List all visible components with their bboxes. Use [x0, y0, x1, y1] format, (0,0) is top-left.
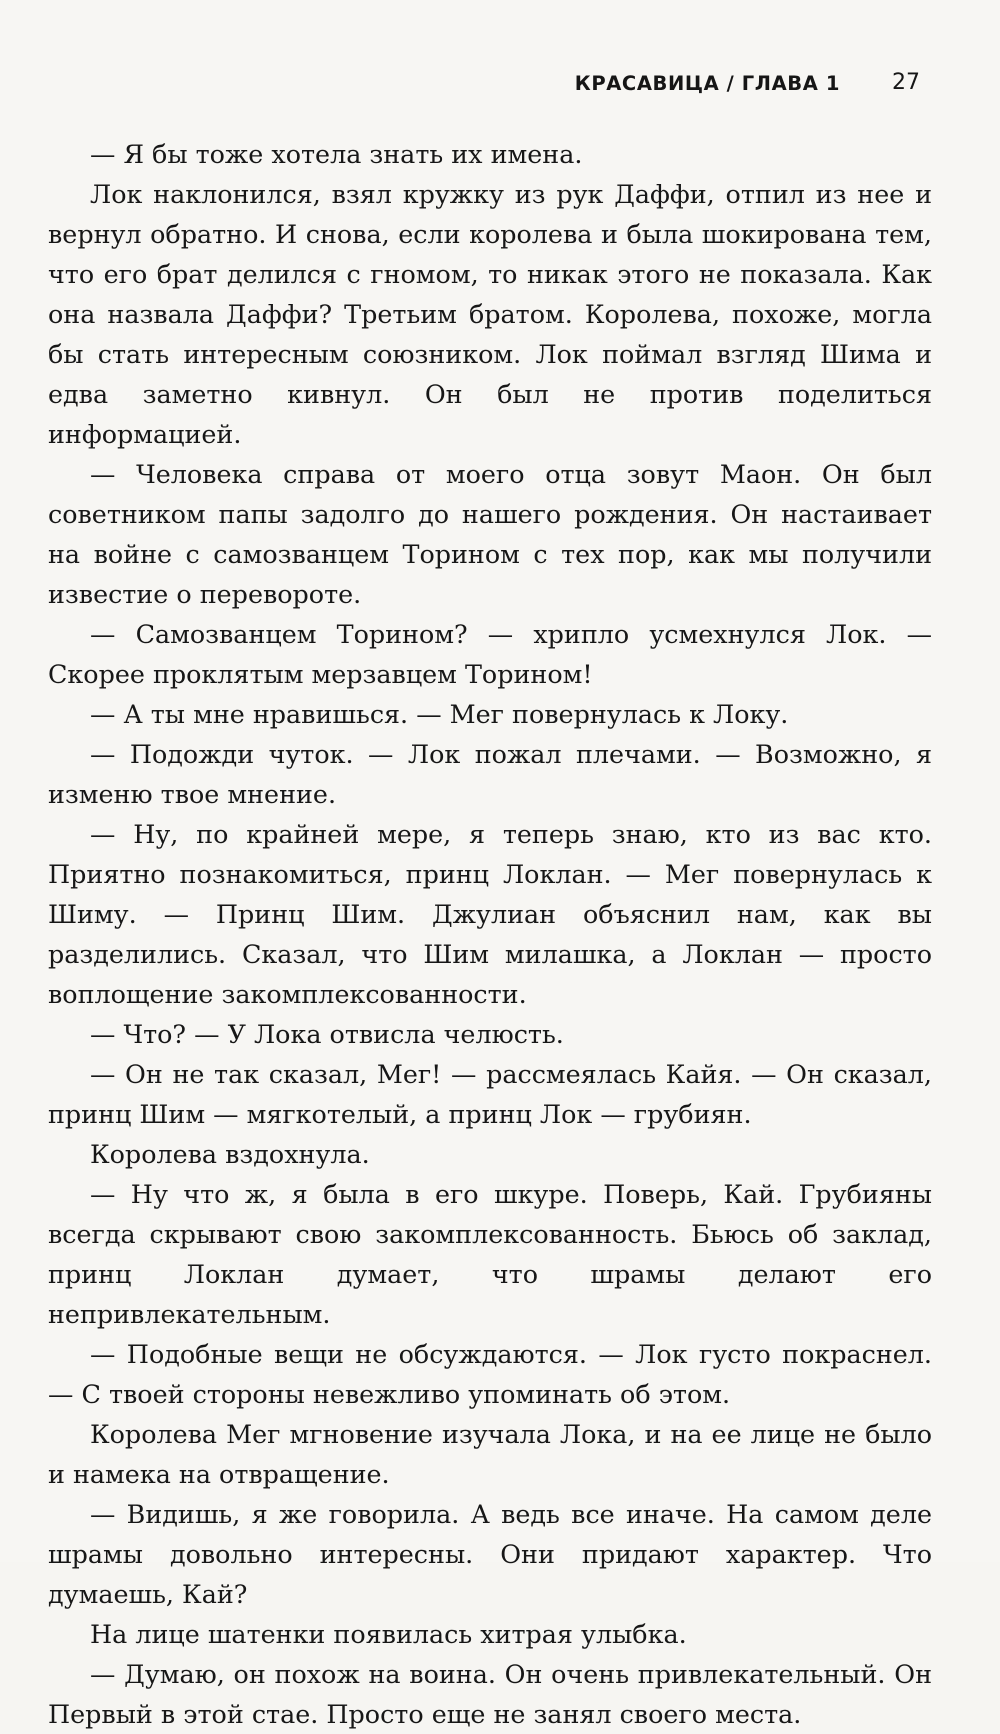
paragraph: — Видишь, я же говорила. А ведь все иначе. На самом деле шрамы довольно интересны. Они придают характер. Что думаешь, Кай? [48, 1499, 932, 1609]
paragraph: — Ну, по крайней мере, я теперь знаю, кто из вас кто. Приятно познакомиться, принц Локлан. — Мег повернулась к Шиму. — Принц Шим. Джулиан объяснил нам, как вы разделились. Сказал, что Шим милашка, а Локлан — просто воплощение закомплексованности. [48, 819, 932, 1009]
paragraph: — Ну что ж, я была в его шкуре. Поверь, Кай. Грубияны всегда скрывают свою закомплексованность. Бьюсь об заклад, принц Локлан думает, что шрамы делают его непривлекательным. [48, 1179, 932, 1329]
running-head [48, 68, 920, 102]
running-title: КРАСАВИЦА / ГЛАВА 1 [574, 72, 840, 95]
paragraph: Королева Мег мгновение изучала Лока, и на ее лице не было и намека на отвращение. [48, 1419, 932, 1489]
paragraph: Лок наклонился, взял кружку из рук Даффи, отпил из нее и вернул обратно. И снова, если королева и была шокирована тем, что его брат делился с гномом, то никак этого не показала. Как она назвала Даффи? Третьим братом. Королева, похоже, могла бы стать интересным союзником. Лок поймал взгляд Шима и едва заметно кивнул. Он был не против поделиться информацией. [48, 179, 932, 449]
paragraph: — А ты мне нравишься. — Мег повернулась к Локу. [90, 699, 789, 729]
paragraph: — Он не так сказал, Мег! — рассмеялась Кайя. — Он сказал, принц Шим — мягкотелый, а принц Лок — грубиян. [48, 1059, 932, 1129]
paragraph: — Думаю, он похож на воина. Он очень привлекательный. Он Первый в этой стае. Просто еще не занял своего места. [48, 1659, 932, 1729]
body-text [48, 134, 932, 1734]
paragraph: Королева вздохнула. [90, 1139, 370, 1169]
paragraph: — Что? — У Лока отвисла челюсть. [90, 1019, 564, 1049]
paragraph: — Я бы тоже хотела знать их имена. [90, 139, 583, 169]
paragraph: — Подобные вещи не обсуждаются. — Лок густо покраснел. — С твоей стороны невежливо упоминать об этом. [48, 1339, 932, 1409]
page-number: 27 [892, 70, 920, 95]
paragraph: — Подожди чуток. — Лок пожал плечами. — Возможно, я изменю твое мнение. [48, 739, 932, 809]
paragraph: — Человека справа от моего отца зовут Маон. Он был советником папы задолго до нашего рождения. Он настаивает на войне с самозванцем Торином с тех пор, как мы получили известие о перевороте. [48, 459, 932, 609]
paragraph: — Самозванцем Торином? — хрипло усмехнулся Лок. — Скорее проклятым мерзавцем Торином! [48, 619, 932, 689]
paragraph: На лице шатенки появилась хитрая улыбка. [90, 1619, 687, 1649]
